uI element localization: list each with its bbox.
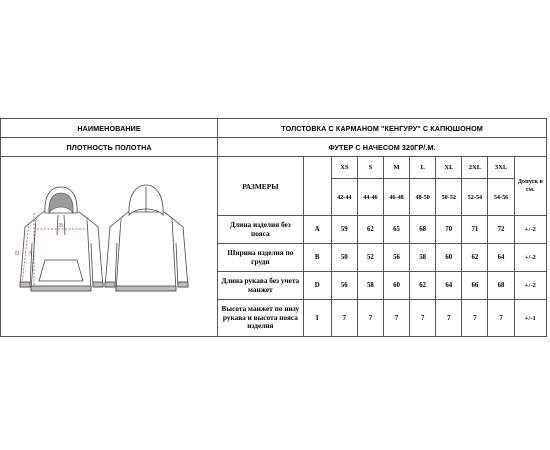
measure-code: D <box>303 272 331 300</box>
size-code-3xl: 3XL <box>488 157 514 179</box>
measure-tolerance: +/-1 <box>514 300 546 337</box>
measure-value: 62 <box>410 272 436 300</box>
name-value: ТОЛСТОВКА С КАРМАНОМ "КЕНГУРУ" С КАПЮШОНОМ <box>218 119 547 138</box>
measure-code: B <box>303 244 331 272</box>
measure-code: I <box>303 300 331 337</box>
measure-value: 64 <box>436 272 462 300</box>
measure-value: 56 <box>383 244 409 272</box>
measure-value: 68 <box>410 216 436 244</box>
density-label: ПЛОТНОСТЬ ПОЛОТНА <box>1 138 218 157</box>
name-row <box>1 119 547 138</box>
measure-value: 7 <box>383 300 409 337</box>
size-code-2xl: 2XL <box>462 157 488 179</box>
size-range-l: 48-50 <box>410 179 436 216</box>
label-d: D <box>15 251 20 257</box>
size-code-m: M <box>383 157 409 179</box>
size-code-xs: XS <box>331 157 357 179</box>
measure-value: 71 <box>462 216 488 244</box>
sizes-label: РАЗМЕРЫ <box>218 157 303 216</box>
measure-value: 7 <box>357 300 383 337</box>
hoodie-technical-drawing <box>1 157 217 329</box>
measure-value: 7 <box>488 300 514 337</box>
measure-tolerance: +/-2 <box>514 272 546 300</box>
size-code-l: L <box>410 157 436 179</box>
measure-value: 58 <box>357 272 383 300</box>
measure-value: 60 <box>436 244 462 272</box>
size-range-xl: 50-52 <box>436 179 462 216</box>
measure-value: 72 <box>488 216 514 244</box>
measure-value: 62 <box>462 244 488 272</box>
measure-value: 58 <box>410 244 436 272</box>
measure-tolerance: +/-2 <box>514 244 546 272</box>
size-range-m: 46-48 <box>383 179 409 216</box>
measure-value: 62 <box>357 216 383 244</box>
measure-value: 7 <box>410 300 436 337</box>
measure-value: 64 <box>488 244 514 272</box>
measure-code: A <box>303 216 331 244</box>
spec-table <box>0 118 547 337</box>
label-b: B <box>59 223 64 229</box>
size-code-s: S <box>357 157 383 179</box>
tolerance-header: Допуск в см. <box>514 157 546 216</box>
measure-tolerance: +/-2 <box>514 216 546 244</box>
measure-value: 7 <box>462 300 488 337</box>
measure-value: 65 <box>383 216 409 244</box>
density-value: ФУТЕР С НАЧЕСОМ 320ГР/.М. <box>218 138 547 157</box>
measure-label: Длина рукава без учета манжет <box>218 272 303 300</box>
code-header-blank <box>303 157 331 216</box>
label-a: A <box>28 251 33 257</box>
size-codes-row <box>1 157 547 179</box>
garment-drawing-cell <box>1 157 218 337</box>
measure-value: 50 <box>331 244 357 272</box>
size-range-2xl: 52-54 <box>462 179 488 216</box>
density-row <box>1 138 547 157</box>
size-spec-sheet <box>0 118 547 329</box>
size-range-s: 44-46 <box>357 179 383 216</box>
measure-value: 52 <box>357 244 383 272</box>
measure-value: 59 <box>331 216 357 244</box>
name-label: НАИМЕНОВАНИЕ <box>1 119 218 138</box>
measure-value: 56 <box>331 272 357 300</box>
measure-label: Длина изделия без пояса <box>218 216 303 244</box>
hoodie-back-drawing <box>105 185 188 291</box>
measure-value: 7 <box>331 300 357 337</box>
size-code-xl: XL <box>436 157 462 179</box>
measure-label: Высота манжет по низу рукава и высота пояса изделия <box>218 300 303 337</box>
size-range-3xl: 54-56 <box>488 179 514 216</box>
measure-value: 68 <box>488 272 514 300</box>
measure-value: 60 <box>383 272 409 300</box>
measure-value: 70 <box>436 216 462 244</box>
measure-value: 7 <box>436 300 462 337</box>
measure-label: Ширина изделия по груди <box>218 244 303 272</box>
size-range-xs: 42-44 <box>331 179 357 216</box>
measure-value: 66 <box>462 272 488 300</box>
